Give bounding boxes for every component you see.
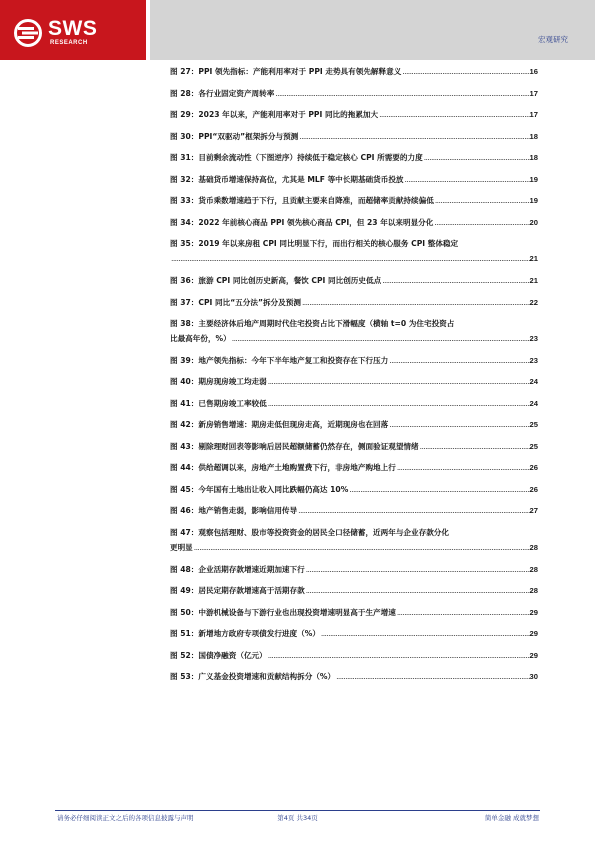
toc-entry-title: 图 48：企业活期存款增速近期加速下行	[170, 564, 305, 574]
toc-page-number: 16	[529, 67, 538, 76]
toc-entry-title: 图 38：主要经济体后地产周期时代住宅投资占比下滑幅度（横轴 t=0 为住宅投资占	[170, 319, 455, 329]
toc-page-number: 26	[529, 463, 538, 473]
toc-entry-title: 图 37：CPI 同比“五分法”拆分及预测	[170, 297, 301, 307]
toc-entry[interactable]	[170, 419, 538, 431]
toc-leader-dots	[267, 376, 530, 388]
toc-entry-title: 图 41：已售期房竣工率较低	[170, 398, 267, 408]
logo-text: SWS	[48, 17, 98, 40]
toc-entry[interactable]	[170, 238, 538, 265]
toc-leader-dots	[170, 253, 530, 265]
toc-page-number: 28	[529, 543, 538, 552]
toc-entry[interactable]	[170, 441, 538, 453]
toc-entry[interactable]	[170, 484, 538, 496]
toc-entry[interactable]	[170, 650, 538, 662]
toc-leader-dots	[434, 195, 530, 207]
toc-leader-dots	[305, 585, 530, 597]
toc-entry-title: 图 53：广义基金投资增速和贡献结构拆分（%）	[170, 672, 336, 682]
toc-entry[interactable]	[170, 152, 538, 164]
toc-entry-title-cont: 更明显	[170, 543, 193, 552]
toc-page-number: 24	[529, 398, 538, 408]
toc-entry[interactable]	[170, 462, 538, 474]
toc-leader-dots	[419, 441, 530, 453]
toc-entry-title: 图 33：货币乘数增速趋于下行，且贡献主要来自降准，而超储率贡献持续偏低	[170, 196, 434, 206]
toc-leader-dots	[396, 607, 530, 619]
company-logo	[0, 0, 146, 60]
toc-entry-title-cont: 比最高年份，%）	[170, 334, 231, 344]
toc-entry[interactable]	[170, 174, 538, 186]
toc-entry-title: 图 52：国债净融资（亿元）	[170, 650, 267, 660]
toc-page-number: 28	[529, 564, 538, 574]
toc-leader-dots	[433, 217, 529, 229]
section-label: 宏观研究	[538, 35, 568, 44]
toc-page-number: 23	[529, 334, 538, 344]
toc-page-number: 21	[529, 254, 538, 264]
toc-entry[interactable]	[170, 564, 538, 576]
toc-page-number: 25	[529, 420, 538, 430]
toc-leader-dots	[301, 297, 530, 309]
toc-page-number: 27	[529, 506, 538, 516]
sws-logo-icon	[14, 19, 42, 47]
toc-entry[interactable]	[170, 671, 538, 683]
toc-leader-dots	[381, 275, 529, 287]
toc-page-number: 29	[529, 650, 538, 660]
toc-entry[interactable]	[170, 88, 538, 100]
toc-entry[interactable]	[170, 275, 538, 287]
toc-entry[interactable]	[170, 398, 538, 410]
toc-page-number: 30	[529, 672, 538, 682]
toc-leader-dots	[298, 131, 529, 143]
toc-page-number: 19	[529, 174, 538, 184]
toc-entry-title: 图 29：2023 年以来，产能利用率对于 PPI 同比的拖累加大	[170, 110, 379, 120]
toc-page-number: 19	[529, 196, 538, 206]
footer-slogan: 简单金融 成就梦想	[484, 814, 539, 822]
toc-page-number: 18	[529, 153, 538, 163]
header-band	[150, 0, 595, 60]
toc-entry-title: 图 30：PPI“双驱动”框架拆分与预测	[170, 131, 299, 141]
toc-entry-title: 图 27：PPI 领先指标：产能利用率对于 PPI 走势具有领先解释意义	[170, 67, 402, 76]
toc-leader-dots	[388, 419, 529, 431]
toc-page-number: 25	[529, 441, 538, 451]
footer-divider	[55, 810, 540, 811]
toc-entry-title: 图 45：今年国有土地出让收入同比跌幅仍高达 10%	[170, 484, 349, 494]
toc-leader-dots	[297, 505, 529, 517]
toc-leader-dots	[193, 542, 530, 554]
toc-entry[interactable]	[170, 607, 538, 619]
toc-leader-dots	[231, 333, 530, 345]
toc-leader-dots	[320, 628, 530, 640]
logo-subtext: RESEARCH	[50, 40, 88, 46]
toc-entry-title: 图 28：各行业固定资产周转率	[170, 88, 275, 98]
toc-entry-title: 图 42：新房销售增速：期房走低但现房走高，近期现房也在回落	[170, 420, 389, 430]
toc-leader-dots	[396, 462, 530, 474]
toc-entry-title: 图 40：期房现房竣工均走弱	[170, 377, 267, 387]
toc-entry[interactable]	[170, 527, 538, 554]
toc-leader-dots	[267, 650, 530, 662]
toc-leader-dots	[305, 564, 530, 576]
toc-entry[interactable]	[170, 217, 538, 229]
toc-entry-title: 图 51：新增地方政府专项债发行进度（%）	[170, 629, 320, 639]
toc-entry[interactable]	[170, 505, 538, 517]
toc-leader-dots	[401, 66, 529, 78]
toc-page-number: 23	[529, 355, 538, 365]
toc-entry-title: 图 50：中游机械设备与下游行业也出现投资增速明显高于生产增速	[170, 607, 396, 617]
toc-leader-dots	[423, 152, 530, 164]
toc-page-number: 20	[529, 217, 538, 227]
toc-entry-title: 图 35：2019 年以来房租 CPI 同比明显下行，而出行相关的核心服务 CPI 整体稳定	[170, 239, 459, 249]
toc-page-number: 26	[529, 484, 538, 494]
toc-entry-title: 图 32：基础货币增速保持高位，尤其是 MLF 等中长期基础货币投放	[170, 174, 404, 184]
page-header	[0, 0, 595, 60]
toc-entry-title: 图 39：地产领先指标：今年下半年地产复工和投资存在下行压力	[170, 355, 389, 365]
toc-page-number: 29	[529, 607, 538, 617]
toc-page-number: 18	[529, 131, 538, 141]
toc-entry-title: 图 49：居民定期存款增速高于活期存款	[170, 586, 305, 596]
footer-page-number: 第4页 共34页	[277, 814, 318, 822]
toc-page-number: 24	[529, 377, 538, 387]
toc-page-number: 21	[529, 275, 538, 285]
toc-page-number: 22	[529, 297, 538, 307]
toc-leader-dots	[388, 355, 529, 367]
toc-leader-dots	[274, 88, 529, 100]
toc-entry-title: 图 44：供给超调以来，房地产土地购置费下行，非房地产购地上行	[170, 463, 396, 473]
toc-entry[interactable]	[170, 355, 538, 367]
toc-page-number: 17	[529, 88, 538, 98]
toc-entry[interactable]	[170, 195, 538, 207]
toc-page-number: 28	[529, 586, 538, 596]
toc-entry-title: 图 31：目前剩余流动性（下图逆序）持续低于稳定核心 CPI 所需要的力度	[170, 153, 423, 163]
toc-entry-title: 图 46：地产销售走弱，影响信用传导	[170, 506, 298, 516]
toc-entry[interactable]	[170, 131, 538, 143]
toc-entry-title: 图 47：观察包括理财、股市等投资资金的居民全口径储蓄，近两年与企业存款分化	[170, 528, 449, 537]
toc-entry[interactable]	[170, 109, 538, 121]
toc-leader-dots	[404, 174, 530, 186]
footer-disclaimer: 请务必仔细阅读正文之后的各项信息披露与声明	[57, 814, 194, 822]
toc-entry[interactable]	[170, 66, 538, 78]
toc-leader-dots	[348, 484, 529, 496]
toc-entry[interactable]	[170, 628, 538, 640]
toc-entry[interactable]	[170, 297, 538, 309]
toc-leader-dots	[335, 671, 529, 683]
toc-entry[interactable]	[170, 585, 538, 597]
toc-entry-title: 图 43：剔除理财回表等影响后居民超额储蓄仍然存在，侧面验证观望情绪	[170, 441, 419, 451]
toc-page-number: 17	[529, 110, 538, 120]
toc-entry[interactable]	[170, 376, 538, 388]
toc-page-number: 29	[529, 629, 538, 639]
toc-leader-dots	[378, 109, 529, 121]
toc-leader-dots	[267, 398, 530, 410]
toc-entry-title: 图 34：2022 年前核心商品 PPI 领先核心商品 CPI，但 23 年以来明显分化	[170, 217, 434, 227]
toc-entry[interactable]	[170, 318, 538, 345]
toc-entry-title: 图 36：旅游 CPI 同比创历史新高，餐饮 CPI 同比创历史低点	[170, 275, 382, 285]
